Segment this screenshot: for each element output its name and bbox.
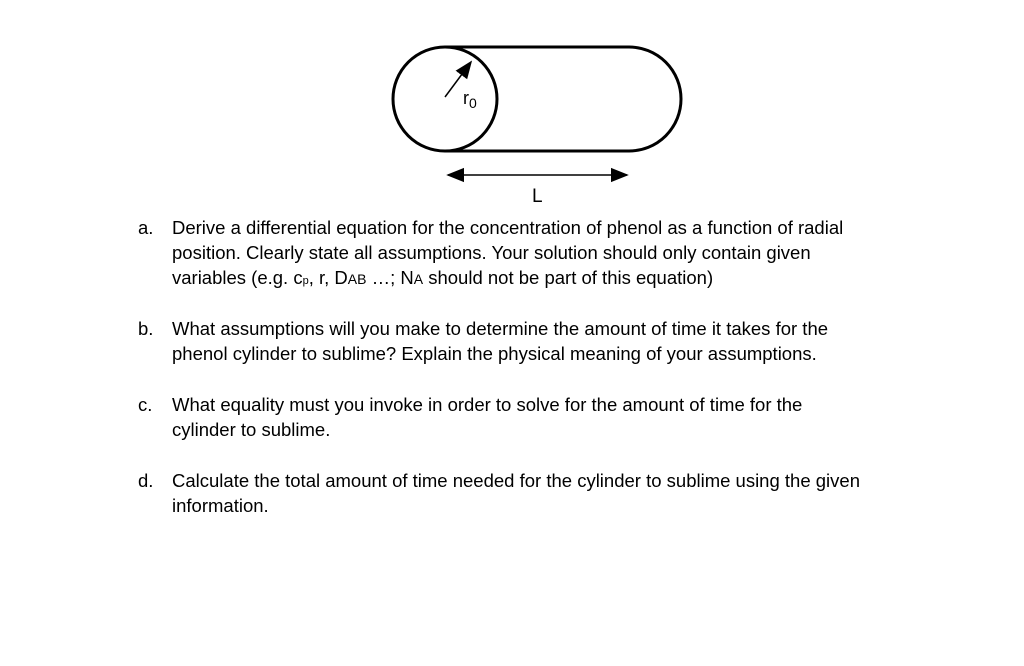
question-b-line-2: phenol cylinder to sublime? Explain the physical meaning of your assumptions. xyxy=(172,343,817,364)
question-a-line-3-part-1: variables (e.g. c xyxy=(172,267,303,288)
dab-subscript: AB xyxy=(347,271,367,287)
question-a-line-3-part-3: …; N xyxy=(366,267,414,288)
question-a-line-2: position. Clearly state all assumptions. Your solution should only contain given xyxy=(172,242,811,263)
question-c xyxy=(138,392,998,442)
question-c-line-2: cylinder to sublime. xyxy=(172,419,331,440)
radius-label-sub: 0 xyxy=(469,95,477,111)
question-d-line-1: Calculate the total amount of time needed for the cylinder to sublime using the given xyxy=(172,470,860,491)
question-a-line-3-part-4: should not be part of this equation) xyxy=(423,267,714,288)
question-d-body xyxy=(172,468,998,518)
question-a-body xyxy=(172,215,998,294)
question-b-letter: b. xyxy=(138,318,154,339)
length-label: L xyxy=(532,186,543,207)
question-b-body xyxy=(172,316,998,366)
question-c-letter: c. xyxy=(138,394,153,415)
question-a-line-1: Derive a differential equation for the concentration of phenol as a function of radial xyxy=(172,217,844,238)
cylinder-diagram xyxy=(0,0,1024,215)
question-b-line-1: What assumptions will you make to determine the amount of time it takes for the xyxy=(172,318,829,339)
question-a-letter: a. xyxy=(138,217,154,238)
na-subscript: A xyxy=(413,271,424,287)
question-d xyxy=(138,468,998,518)
question-c-line-1: What equality must you invoke in order to solve for the amount of time for the xyxy=(172,394,803,415)
question-d-line-2: information. xyxy=(172,495,269,516)
cp-subscript: p xyxy=(302,275,309,287)
question-a-line-3-part-2: , r, D xyxy=(308,267,348,288)
question-d-letter: d. xyxy=(138,470,154,491)
question-a xyxy=(138,215,998,294)
question-c-body xyxy=(172,392,998,442)
cylinder-end-face xyxy=(393,47,497,151)
question-b xyxy=(138,316,998,366)
radius-label-main: r xyxy=(463,88,469,108)
question-a-line-3 xyxy=(172,265,998,294)
